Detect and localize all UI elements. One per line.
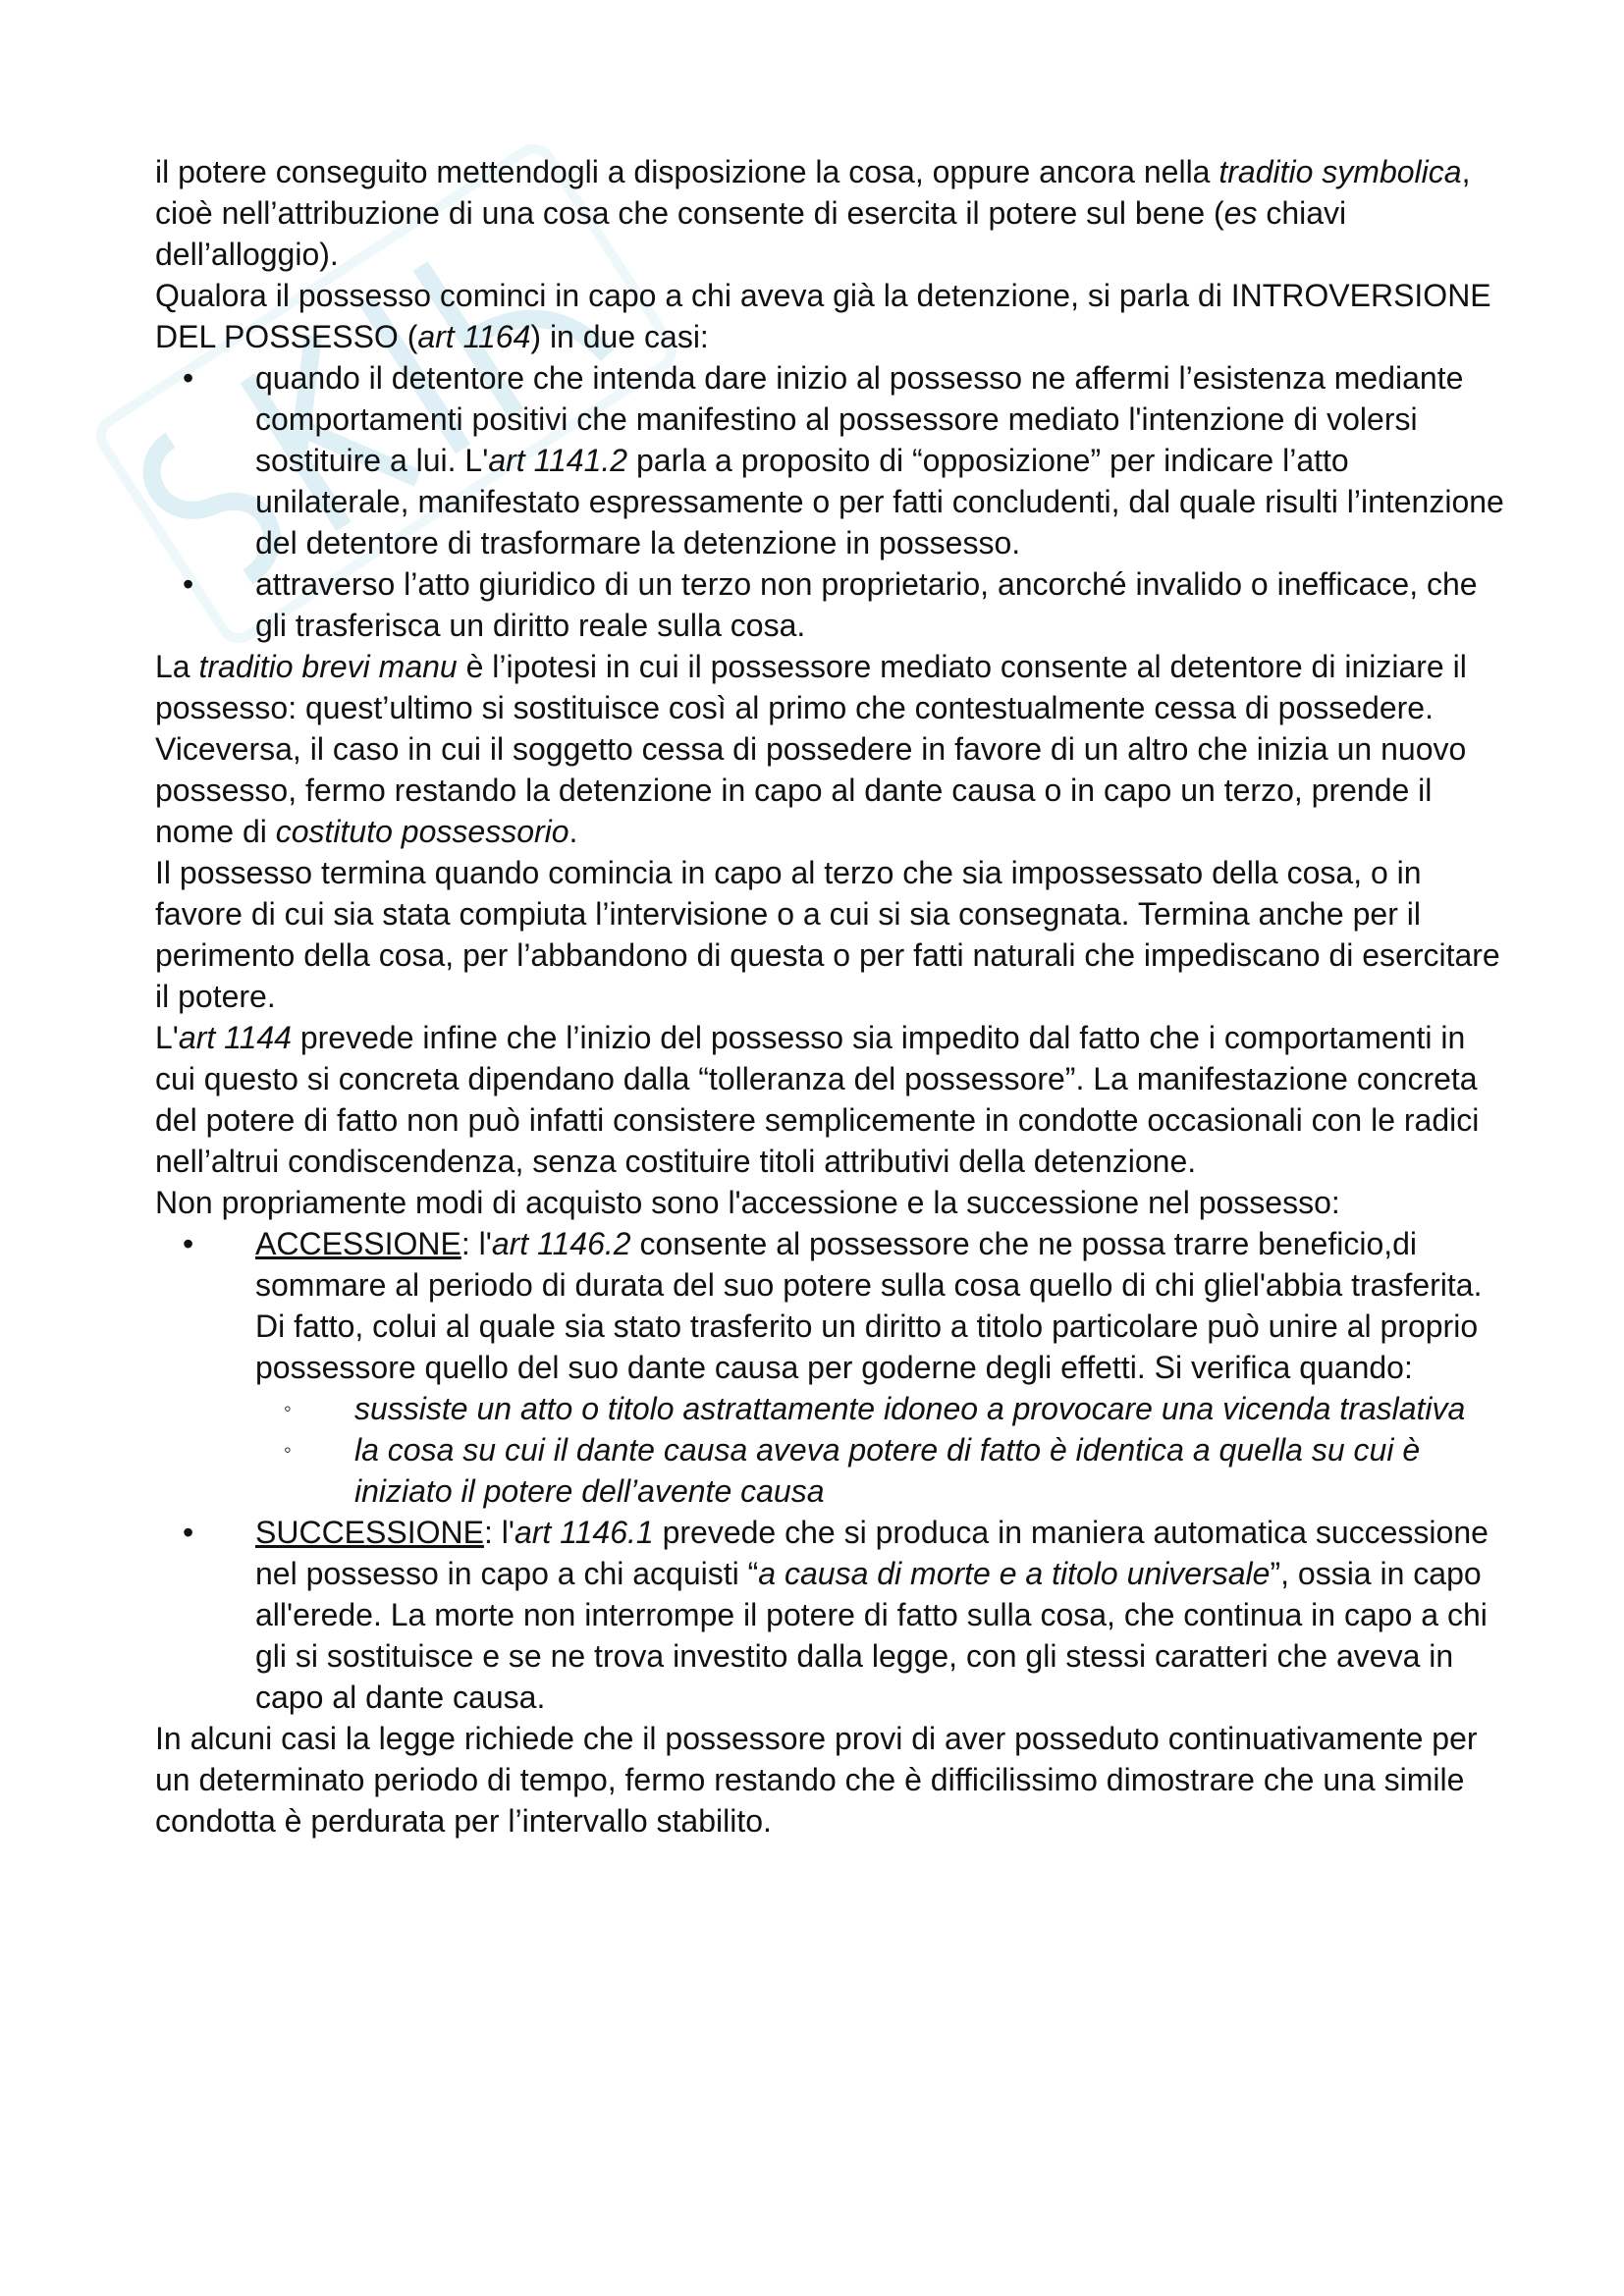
bullet-marker: • bbox=[183, 1515, 194, 1550]
list-item-accessione: • ACCESSIONE: l'art 1146.2 consente al possessore che ne possa trarre beneficio,di sommare al periodo di durata del suo potere sulla cosa quello di chi gliel'abbia trasferita. Di fatto, colui al quale sia stato trasferito un diritto a titolo particolare può unire al proprio possessore quello del suo dante causa per goderne degli effetti. Si verifica quando: bbox=[155, 1223, 1510, 1388]
list-item: • quando il detentore che intenda dare inizio al possesso ne affermi l’esistenza mediante comportamenti positivi che manifestino al possessore mediato l'intenzione di volersi sostituire a lui. L'art 1141.2 parla a proposito di “opposizione” per indicare l’atto unilaterale, manifestato espressamente o per fatti concludenti, dal quale risulti l’intenzione del detentore di trasformare la detenzione in possesso. bbox=[155, 357, 1510, 563]
paragraph-traditio-symbolica: il potere conseguito mettendogli a disposizione la cosa, oppure ancora nella traditio symbolica, cioè nell’attribuzione di una cosa che consente di esercita il potere sul bene (es chiavi dell’alloggio). bbox=[155, 154, 1471, 272]
paragraph-introversione: Qualora il possesso cominci in capo a chi aveva già la detenzione, si parla di INTROVERSIONE DEL POSSESSO (art 1164) in due casi: bbox=[155, 278, 1491, 354]
bullet-marker: • bbox=[183, 1226, 194, 1261]
sub-bullet-marker: ◦ bbox=[284, 1396, 292, 1420]
bullet-marker: • bbox=[183, 360, 194, 396]
list-item: • attraverso l’atto giuridico di un terzo non proprietario, ancorché invalido o inefficace, che gli trasferisca un diritto reale sulla cosa. bbox=[155, 563, 1510, 646]
sub-list-item: ◦ sussiste un atto o titolo astrattamente idoneo a provocare una vicenda traslativa bbox=[155, 1388, 1510, 1429]
paragraph-termine-possesso: Il possesso termina quando comincia in capo al terzo che sia impossessato della cosa, o in favore di cui sia stata compiuta l’intervisione o a cui si sia consegnata. Termina anche per il perimento della cosa, per l’abbandono di questa o per fatti naturali che impediscano di esercitare il potere. bbox=[155, 855, 1500, 1014]
paragraph-prova-possesso: In alcuni casi la legge richiede che il possessore provi di aver posseduto continuativamente per un determinato periodo di tempo, fermo restando che è difficilissimo dimostrare che una simile condotta è perdurata per l’intervallo stabilito. bbox=[155, 1721, 1478, 1839]
paragraph-traditio-brevi-manu: La traditio brevi manu è l’ipotesi in cui il possessore mediato consente al detentore di iniziare il possesso: quest’ultimo si sostituisce così al primo che contestualmente cessa di possedere. Viceversa, il caso in cui il soggetto cessa di possedere in favore di un altro che inizia un nuovo possesso, fermo restando la detenzione in capo al dante causa o in capo un terzo, prende il nome di costituto possessorio. bbox=[155, 649, 1467, 849]
paragraph-accessione-successione: Non propriamente modi di acquisto sono l'accessione e la successione nel possesso: bbox=[155, 1185, 1340, 1220]
paragraph-art-1144: L'art 1144 prevede infine che l’inizio del possesso sia impedito dal fatto che i comportamenti in cui questo si concreta dipendano dalla “tolleranza del possessore”. La manifestazione concreta del potere di fatto non può infatti consistere semplicemente in condotte occasionali con le radici nell’altrui condiscendenza, senza costituire titoli attributivi della detenzione. bbox=[155, 1020, 1480, 1179]
document-page bbox=[155, 151, 1510, 1842]
list-item-successione: • SUCCESSIONE: l'art 1146.1 prevede che si produca in maniera automatica successione nel possesso in capo a chi acquisti “a causa di morte e a titolo universale”, ossia in capo all'erede. La morte non interrompe il potere di fatto sulla cosa, che continua in capo a chi gli si sostituisce e se ne trova investito dalla legge, con gli stessi caratteri che aveva in capo al dante causa. bbox=[155, 1512, 1510, 1718]
accessione-successione-list bbox=[155, 1223, 1510, 1718]
bullet-marker: • bbox=[183, 566, 194, 602]
sub-bullet-marker: ◦ bbox=[284, 1437, 292, 1462]
introversione-list bbox=[155, 357, 1510, 646]
sub-list-item: ◦ la cosa su cui il dante causa aveva potere di fatto è identica a quella su cui è iniziato il potere dell’avente causa bbox=[155, 1429, 1510, 1512]
